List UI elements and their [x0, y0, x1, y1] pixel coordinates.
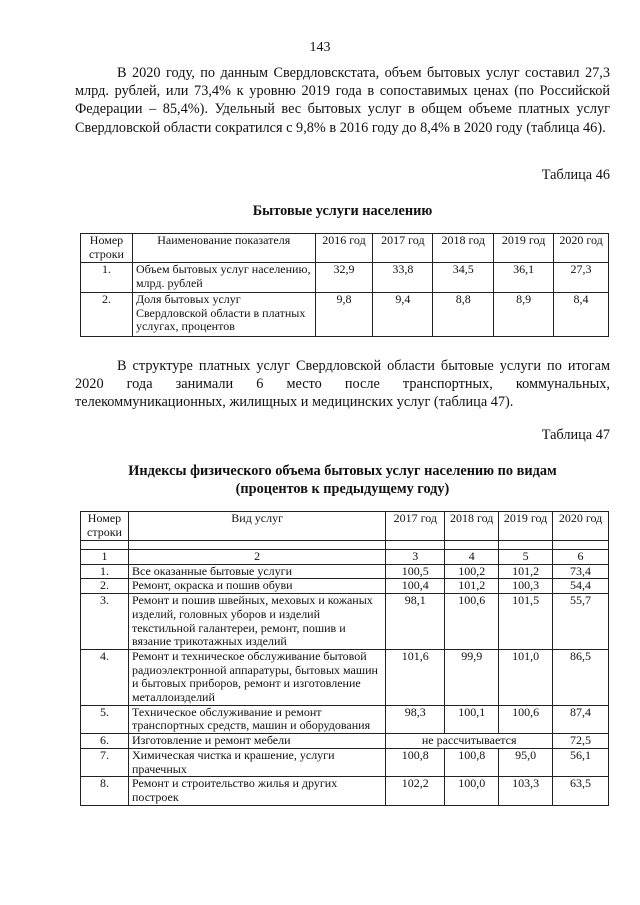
table46-header-year: 2017 год — [373, 234, 433, 263]
table46-header-year: 2019 год — [494, 234, 554, 263]
table-row — [81, 734, 609, 749]
cell-value: 33,8 — [373, 263, 433, 293]
table-row — [81, 564, 609, 579]
cell-value: 72,5 — [553, 734, 609, 749]
colnum: 1 — [81, 550, 129, 565]
row-number: 4. — [81, 649, 129, 705]
table46 — [80, 233, 609, 337]
table-row — [81, 777, 609, 805]
colnum: 3 — [386, 550, 445, 565]
row-number: 3. — [81, 594, 129, 650]
cell-value: 63,5 — [553, 777, 609, 805]
row-name: Техническое обслуживание и ремонт транспортных средств, машин и оборудования — [128, 705, 385, 733]
cell-value: 8,8 — [433, 293, 494, 337]
cell-value: 99,9 — [445, 649, 499, 705]
table47-header-year: 2018 год — [445, 512, 499, 541]
table46-header-year: 2018 год — [433, 234, 494, 263]
row-name: Объем бытовых услуг населению, млрд. рублей — [132, 263, 315, 293]
row-number: 2. — [81, 579, 129, 594]
row-number: 5. — [81, 705, 129, 733]
cell-value: 73,4 — [553, 564, 609, 579]
cell-value: 86,5 — [553, 649, 609, 705]
cell-value: 100,8 — [386, 748, 445, 776]
row-number: 8. — [81, 777, 129, 805]
row-name: Химическая чистка и крашение, услуги прачечных — [128, 748, 385, 776]
cell-value: 55,7 — [553, 594, 609, 650]
cell-value: 100,1 — [445, 705, 499, 733]
row-name: Ремонт, окраска и пошив обуви — [128, 579, 385, 594]
table46-header-year: 2016 год — [315, 234, 373, 263]
table47-colnum-row — [81, 550, 609, 565]
table-row — [81, 649, 609, 705]
row-name: Все оказанные бытовые услуги — [128, 564, 385, 579]
cell-value: 98,3 — [386, 705, 445, 733]
colnum: 2 — [128, 550, 385, 565]
structure-paragraph: В структуре платных услуг Свердловской области бытовые услуги по итогам 2020 года занимали 6 место после транспортных, коммунальных, телекоммуникационных, жилищных и медицинских услуг (таблица 47). — [75, 358, 610, 411]
row-name: Доля бытовых услуг Свердловской области в платных услугах, процентов — [132, 293, 315, 337]
table47-title-line1: Индексы физического объема бытовых услуг населению по видам — [128, 463, 557, 479]
table46-header-num: Номер строки — [81, 234, 133, 263]
table47-caption: Таблица 47 — [541, 427, 610, 443]
cell-value: 100,4 — [386, 579, 445, 594]
cell-value: 100,2 — [445, 564, 499, 579]
table47-title — [75, 462, 610, 498]
table46-title: Бытовые услуги населению — [252, 203, 433, 219]
cell-value: 100,3 — [499, 579, 553, 594]
cell-value: 100,8 — [445, 748, 499, 776]
cell-value: 95,0 — [499, 748, 553, 776]
merged-not-calculated: не рассчитывается — [386, 734, 553, 749]
table47 — [80, 511, 609, 806]
cell-value: 27,3 — [554, 263, 609, 293]
cell-value: 9,4 — [373, 293, 433, 337]
cell-value: 100,0 — [445, 777, 499, 805]
cell-value: 103,3 — [499, 777, 553, 805]
cell-value: 101,2 — [445, 579, 499, 594]
table47-header-year: 2017 год — [386, 512, 445, 541]
cell-value: 101,0 — [499, 649, 553, 705]
row-number: 6. — [81, 734, 129, 749]
table47-header-year: 2019 год — [499, 512, 553, 541]
table47-header-num: Номер строки — [81, 512, 129, 541]
row-number: 2. — [81, 293, 133, 337]
row-number: 1. — [81, 564, 129, 579]
cell-value: 34,5 — [433, 263, 494, 293]
cell-value: 8,4 — [554, 293, 609, 337]
table46-header-name: Наименование показателя — [132, 234, 315, 263]
cell-value: 9,8 — [315, 293, 373, 337]
table-row — [81, 263, 609, 293]
table47-header-row — [81, 512, 609, 541]
table-row — [81, 594, 609, 650]
intro-paragraph: В 2020 году, по данным Свердловскстата, объем бытовых услуг составил 27,3 млрд. рублей, или 73,4% к уровню 2019 года в сопоставимых ценах (по Российской Федерации – 85,4%). Удельный вес бытовых услуг в общем объеме платных услуг Свердловской области сократился с 9,8% в 2016 году до 8,4% в 2020 году (таблица 46). — [75, 65, 610, 136]
cell-value: 54,4 — [553, 579, 609, 594]
table47-header-name: Вид услуг — [128, 512, 385, 541]
table-row — [81, 705, 609, 733]
table46-caption: Таблица 46 — [541, 167, 610, 183]
table46-header-row — [81, 234, 609, 263]
cell-value: 8,9 — [494, 293, 554, 337]
cell-value: 101,2 — [499, 564, 553, 579]
cell-value: 101,5 — [499, 594, 553, 650]
cell-value: 100,6 — [445, 594, 499, 650]
row-name: Ремонт и техническое обслуживание бытовой радиоэлектронной аппаратуры, бытовых машин и бытовых приборов, ремонт и изготовление металлоизделий — [128, 649, 385, 705]
table-row — [81, 748, 609, 776]
cell-value: 36,1 — [494, 263, 554, 293]
table47-title-line2: (процентов к предыдущему году) — [235, 481, 450, 497]
row-name: Ремонт и пошив швейных, меховых и кожаных изделий, головных уборов и изделий текстильной галантереи, ремонт, пошив и вязание трикотажных изделий — [128, 594, 385, 650]
colnum: 6 — [553, 550, 609, 565]
table-row — [81, 293, 609, 337]
cell-value: 100,6 — [499, 705, 553, 733]
row-number: 7. — [81, 748, 129, 776]
table46-header-year: 2020 год — [554, 234, 609, 263]
table47-spacer-row — [81, 541, 609, 550]
cell-value: 100,5 — [386, 564, 445, 579]
cell-value: 98,1 — [386, 594, 445, 650]
colnum: 5 — [499, 550, 553, 565]
cell-value: 32,9 — [315, 263, 373, 293]
cell-value: 56,1 — [553, 748, 609, 776]
table-row — [81, 579, 609, 594]
row-name: Изготовление и ремонт мебели — [128, 734, 385, 749]
page-number: 143 — [309, 40, 331, 55]
table47-header-year: 2020 год — [553, 512, 609, 541]
cell-value: 87,4 — [553, 705, 609, 733]
row-name: Ремонт и строительство жилья и других построек — [128, 777, 385, 805]
colnum: 4 — [445, 550, 499, 565]
row-number: 1. — [81, 263, 133, 293]
cell-value: 102,2 — [386, 777, 445, 805]
cell-value: 101,6 — [386, 649, 445, 705]
